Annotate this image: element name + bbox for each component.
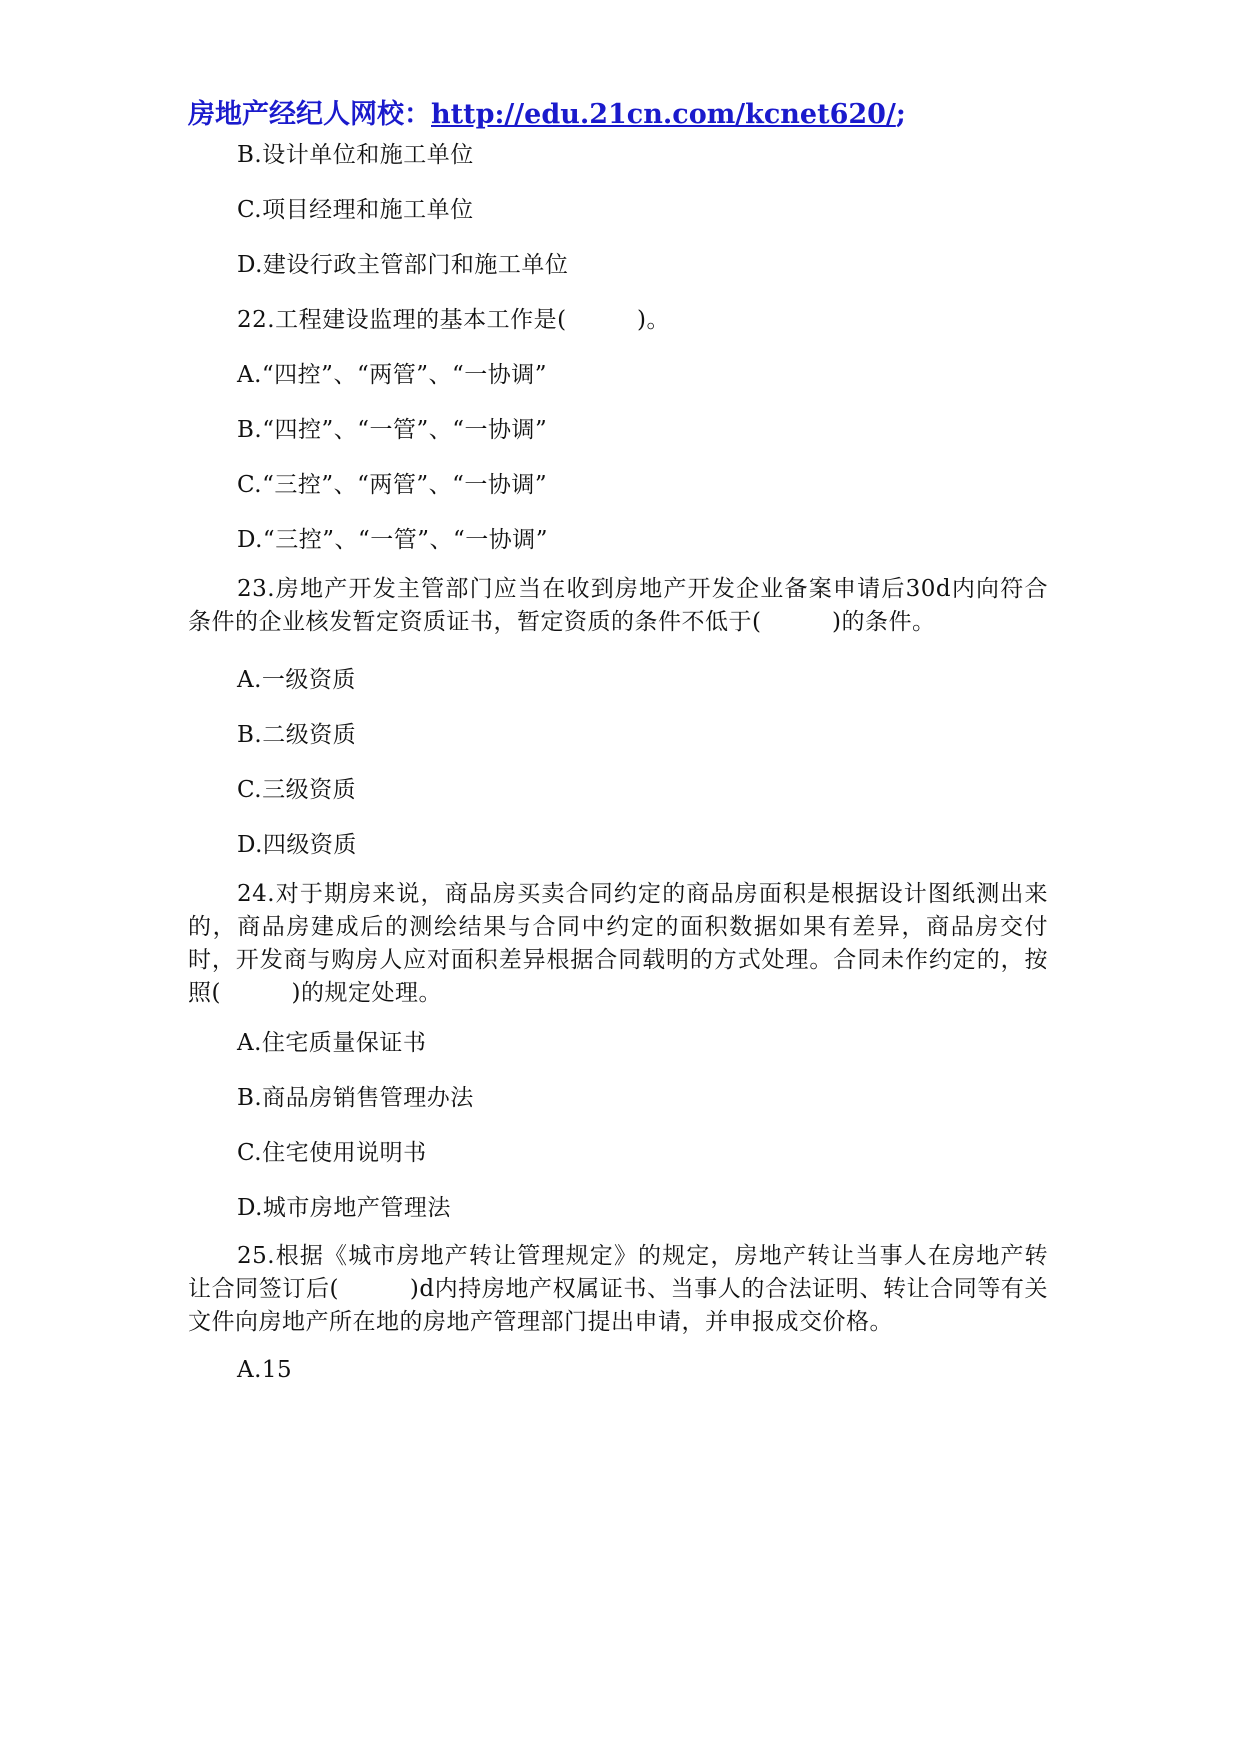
q22-option-c: C.“三控”、“两管”、“一协调” [237,472,548,498]
q21-option-b: B.设计单位和施工单位 [237,142,474,168]
q23-option-b: B.二级资质 [237,722,357,748]
school-link[interactable]: http://edu.21cn.com/kcnet620/ [431,99,896,130]
q22-option-b: B.“四控”、“一管”、“一协调” [237,417,548,443]
header-suffix: ; [895,99,906,130]
q24-option-a: A.住宅质量保证书 [237,1030,427,1056]
q25-stem: 25.根据《城市房地产转让管理规定》的规定，房地产转让当事人在房地产转让合同签订后( )d内持房地产权属证书、当事人的合法证明、转让合同等有关文件向房地产所在地的房地产管理部门提出申请，并申报成交价格。 [188,1243,1048,1335]
q21-option-c: C.项目经理和施工单位 [237,197,474,223]
q22-stem: 22.工程建设监理的基本工作是( )。 [237,307,671,333]
page-header [188,92,906,131]
q22-option-a: A.“四控”、“两管”、“一协调” [237,362,547,388]
q24-stem: 24.对于期房来说，商品房买卖合同约定的商品房面积是根据设计图纸测出来的，商品房建成后的测绘结果与合同中约定的面积数据如果有差异，商品房交付时，开发商与购房人应对面积差异根据合同载明的方式处理。合同未作约定的，按照( )的规定处理。 [188,881,1048,1006]
q25-option-a: A.15 [237,1357,293,1383]
q21-option-d: D.建设行政主管部门和施工单位 [237,252,569,278]
q23-option-d: D.四级资质 [237,832,357,858]
header-label: 房地产经纪人网校： [188,99,431,130]
q24-option-c: C.住宅使用说明书 [237,1140,427,1166]
q24-option-b: B.商品房销售管理办法 [237,1085,474,1111]
q22-option-d: D.“三控”、“一管”、“一协调” [237,527,548,553]
q23-stem: 23.房地产开发主管部门应当在收到房地产开发企业备案申请后30d内向符合条件的企业核发暂定资质证书，暂定资质的条件不低于( )的条件。 [188,576,1048,635]
q24-option-d: D.城市房地产管理法 [237,1195,451,1221]
q23-option-c: C.三级资质 [237,777,357,803]
q23-option-a: A.一级资质 [237,667,356,693]
